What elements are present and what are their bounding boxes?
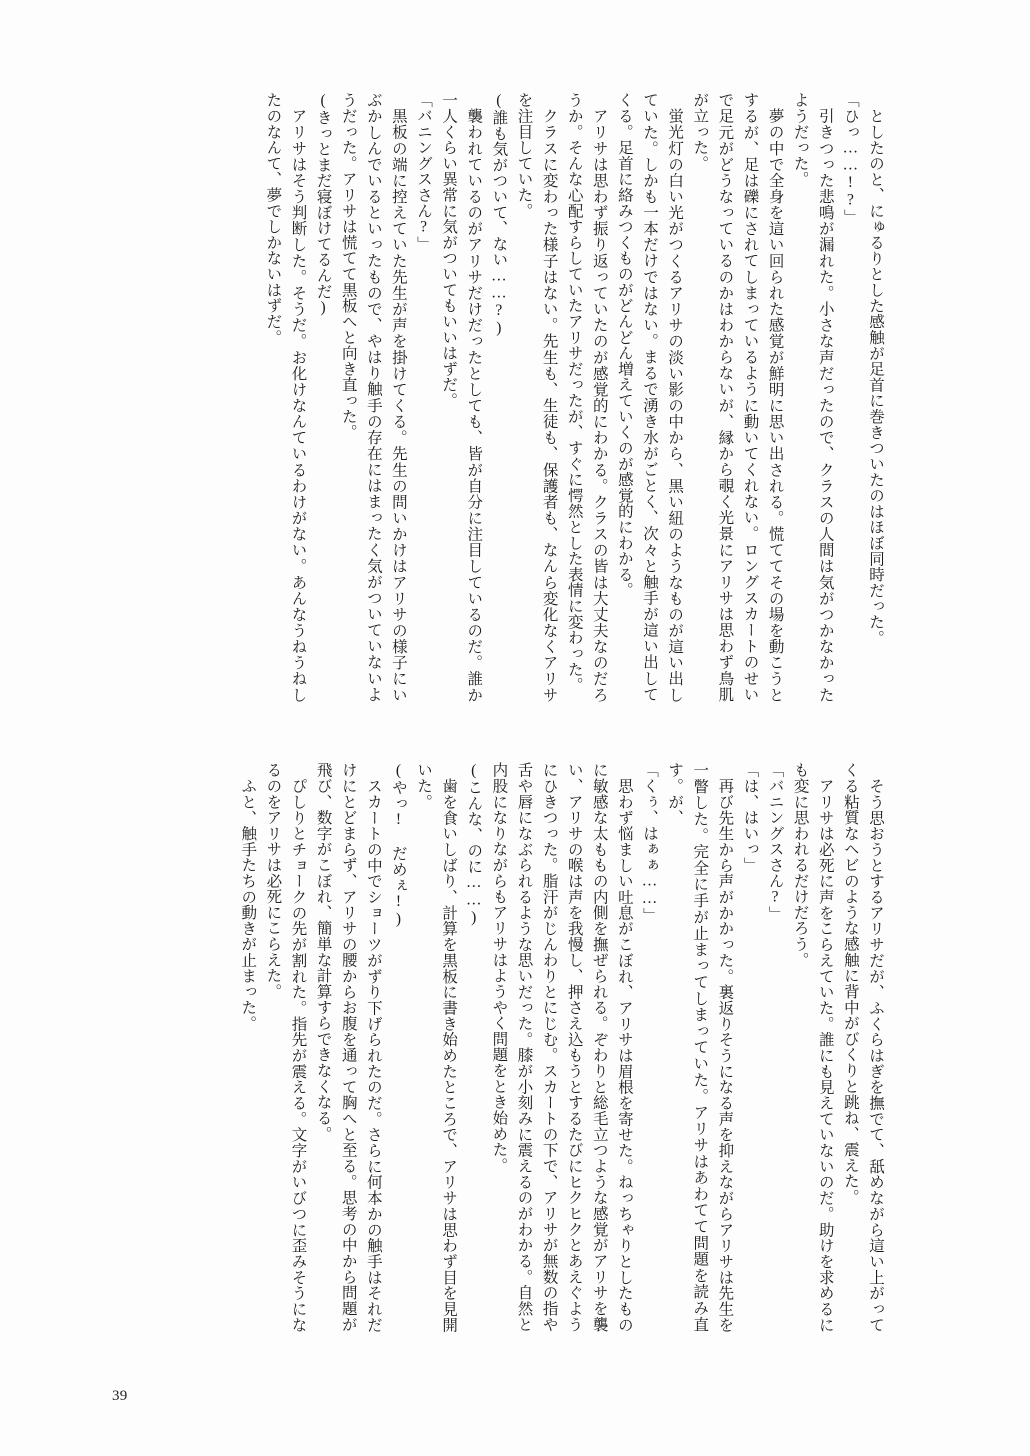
paragraph: アリサはそう判断した。そうだ。お化けなんているわけがない。あんなうねうねしたのなんて、夢でしかないはずだ。 (264, 92, 307, 702)
text-column-top (96, 92, 888, 702)
paragraph: (こんな、のに……) (465, 762, 483, 927)
paragraph: アリサは思わず振り返っていたのが感覚的にわかる。クラスの皆は大丈夫なのだろうか。そんな心配すらしていたアリサだったが、すぐに愕然とした表情に変わった。 (565, 92, 608, 702)
paragraph: アリサは必死に声をこらえていた。誰にも見えていないのだ。助けを求めるにも変に思われるだけだろう。 (791, 762, 834, 1332)
paragraph: 思わず悩ましい吐息がこぼれ、アリサは眉根を寄せた。ねっちゃりとしたものに敏感な太ももの内側を撫ぜられる。ぞわりと総毛立つような感覚がアリサを襲い、アリサの喉は声を我慢し、押さえ込もうとするたびにヒクヒクとあえぐようにひきつった。脂汗がじんわりとにじむ。スカートの下で、アリサが無数の指や舌や唇になぶられるような思いだった。膝が小刻みに震えるのがわかる。自然と内股になりながらもアリサはようやく問題をとき始めた。 (490, 762, 633, 1332)
paragraph: ふと、触手たちの動きが止まった。 (239, 777, 257, 1031)
paragraph: (誰も気がついて、ない……?) (490, 92, 508, 337)
paragraph: 「くぅ、はぁぁ……」 (641, 762, 659, 924)
paragraph: スカートの中でショーツがずり下げられたのだ。さらに何本かの触手はそれだけにとどまらず、アリサの腰からお腹を通って胸へと至る。思考の中から問題が飛び、数字がこぼれ、簡単な計算すらできなくなる。 (314, 762, 382, 1332)
page-number: 39 (112, 1388, 128, 1404)
paragraph: 「バニングスさん?」 (415, 92, 433, 252)
paragraph: 引きつった悲鳴が漏れた。小さな声だったので、クラスの人間は気がつかなかったようだった。 (791, 92, 834, 702)
paragraph: 夢の中で全身を這い回られた感覚が鮮明に思い出される。慌ててその場を動こうとするが、足は礫にされてしまっているように動いてくれない。ロングスカートのせいで足元がどうなっているのかはわからないが、縁から覗く光景にアリサは思わず鳥肌が立った。 (691, 92, 784, 702)
paragraph: 「バニングスさん?」 (766, 762, 784, 922)
paragraph: 「ひっ……!?」 (841, 92, 859, 225)
paragraph: そう思おうとするアリサだが、ふくらはぎを撫でて、舐めながら這い上がってくる粘質なヘビのような感触に背中がびくりと跳ね、震えた。 (841, 762, 884, 1332)
paragraph: クラスに変わった様子はない。先生も、生徒も、保護者も、なんら変化なくアリサを注目していた。 (515, 92, 558, 702)
paragraph: 黒板の端に控えていた先生が声を掛けてくる。先生の問いかけはアリサの様子にいぶかしんでいるといったもので、やはり触手の存在にはまったく気がついていないようだった。アリサは慌てて黒板へと向き直った。 (339, 92, 407, 702)
paragraph: ぴしりとチョークの先が割れた。指先が震える。文字がいびつに歪みそうになるのをアリサは必死にこらえた。 (264, 762, 307, 1332)
paragraph: 襲われているのがアリサだけだったとしても、皆が自分に注目しているのだ。誰か一人くらい異常に気がついてもいいはずだ。 (440, 92, 483, 702)
paragraph: 歯を食いしばり、計算を黒板に書き始めたところで、アリサは思わず目を見開いた。 (415, 762, 458, 1332)
paragraph: (きっとまだ寝ぼけてるんだ) (314, 92, 332, 317)
paragraph: (やっ! だめぇ!) (389, 762, 407, 928)
text-column-bottom (96, 762, 888, 1332)
paragraph: 再び先生から声がかかった。裏返りそうになる声を抑えながらアリサは先生を一瞥した。完全に手が止まってしまっていた。アリサはあわてて問題を読み直す。が、 (666, 762, 734, 1332)
paragraph: としたのと、にゅるりとした感触が足首に巻きついたのはほぼ同時だった。 (867, 107, 884, 646)
paragraph: 蛍光灯の白い光がつくるアリサの淡い影の中から、黒い紐のようなものが這い出していた。しかも一本だけではない。まるで湧き水がごとく、次々と触手が這い出してくる。足首に絡みつくものがどんどん増えていくのが感覚的にわかる。 (615, 92, 684, 702)
paragraph: 「は、はいっ」 (741, 762, 759, 873)
